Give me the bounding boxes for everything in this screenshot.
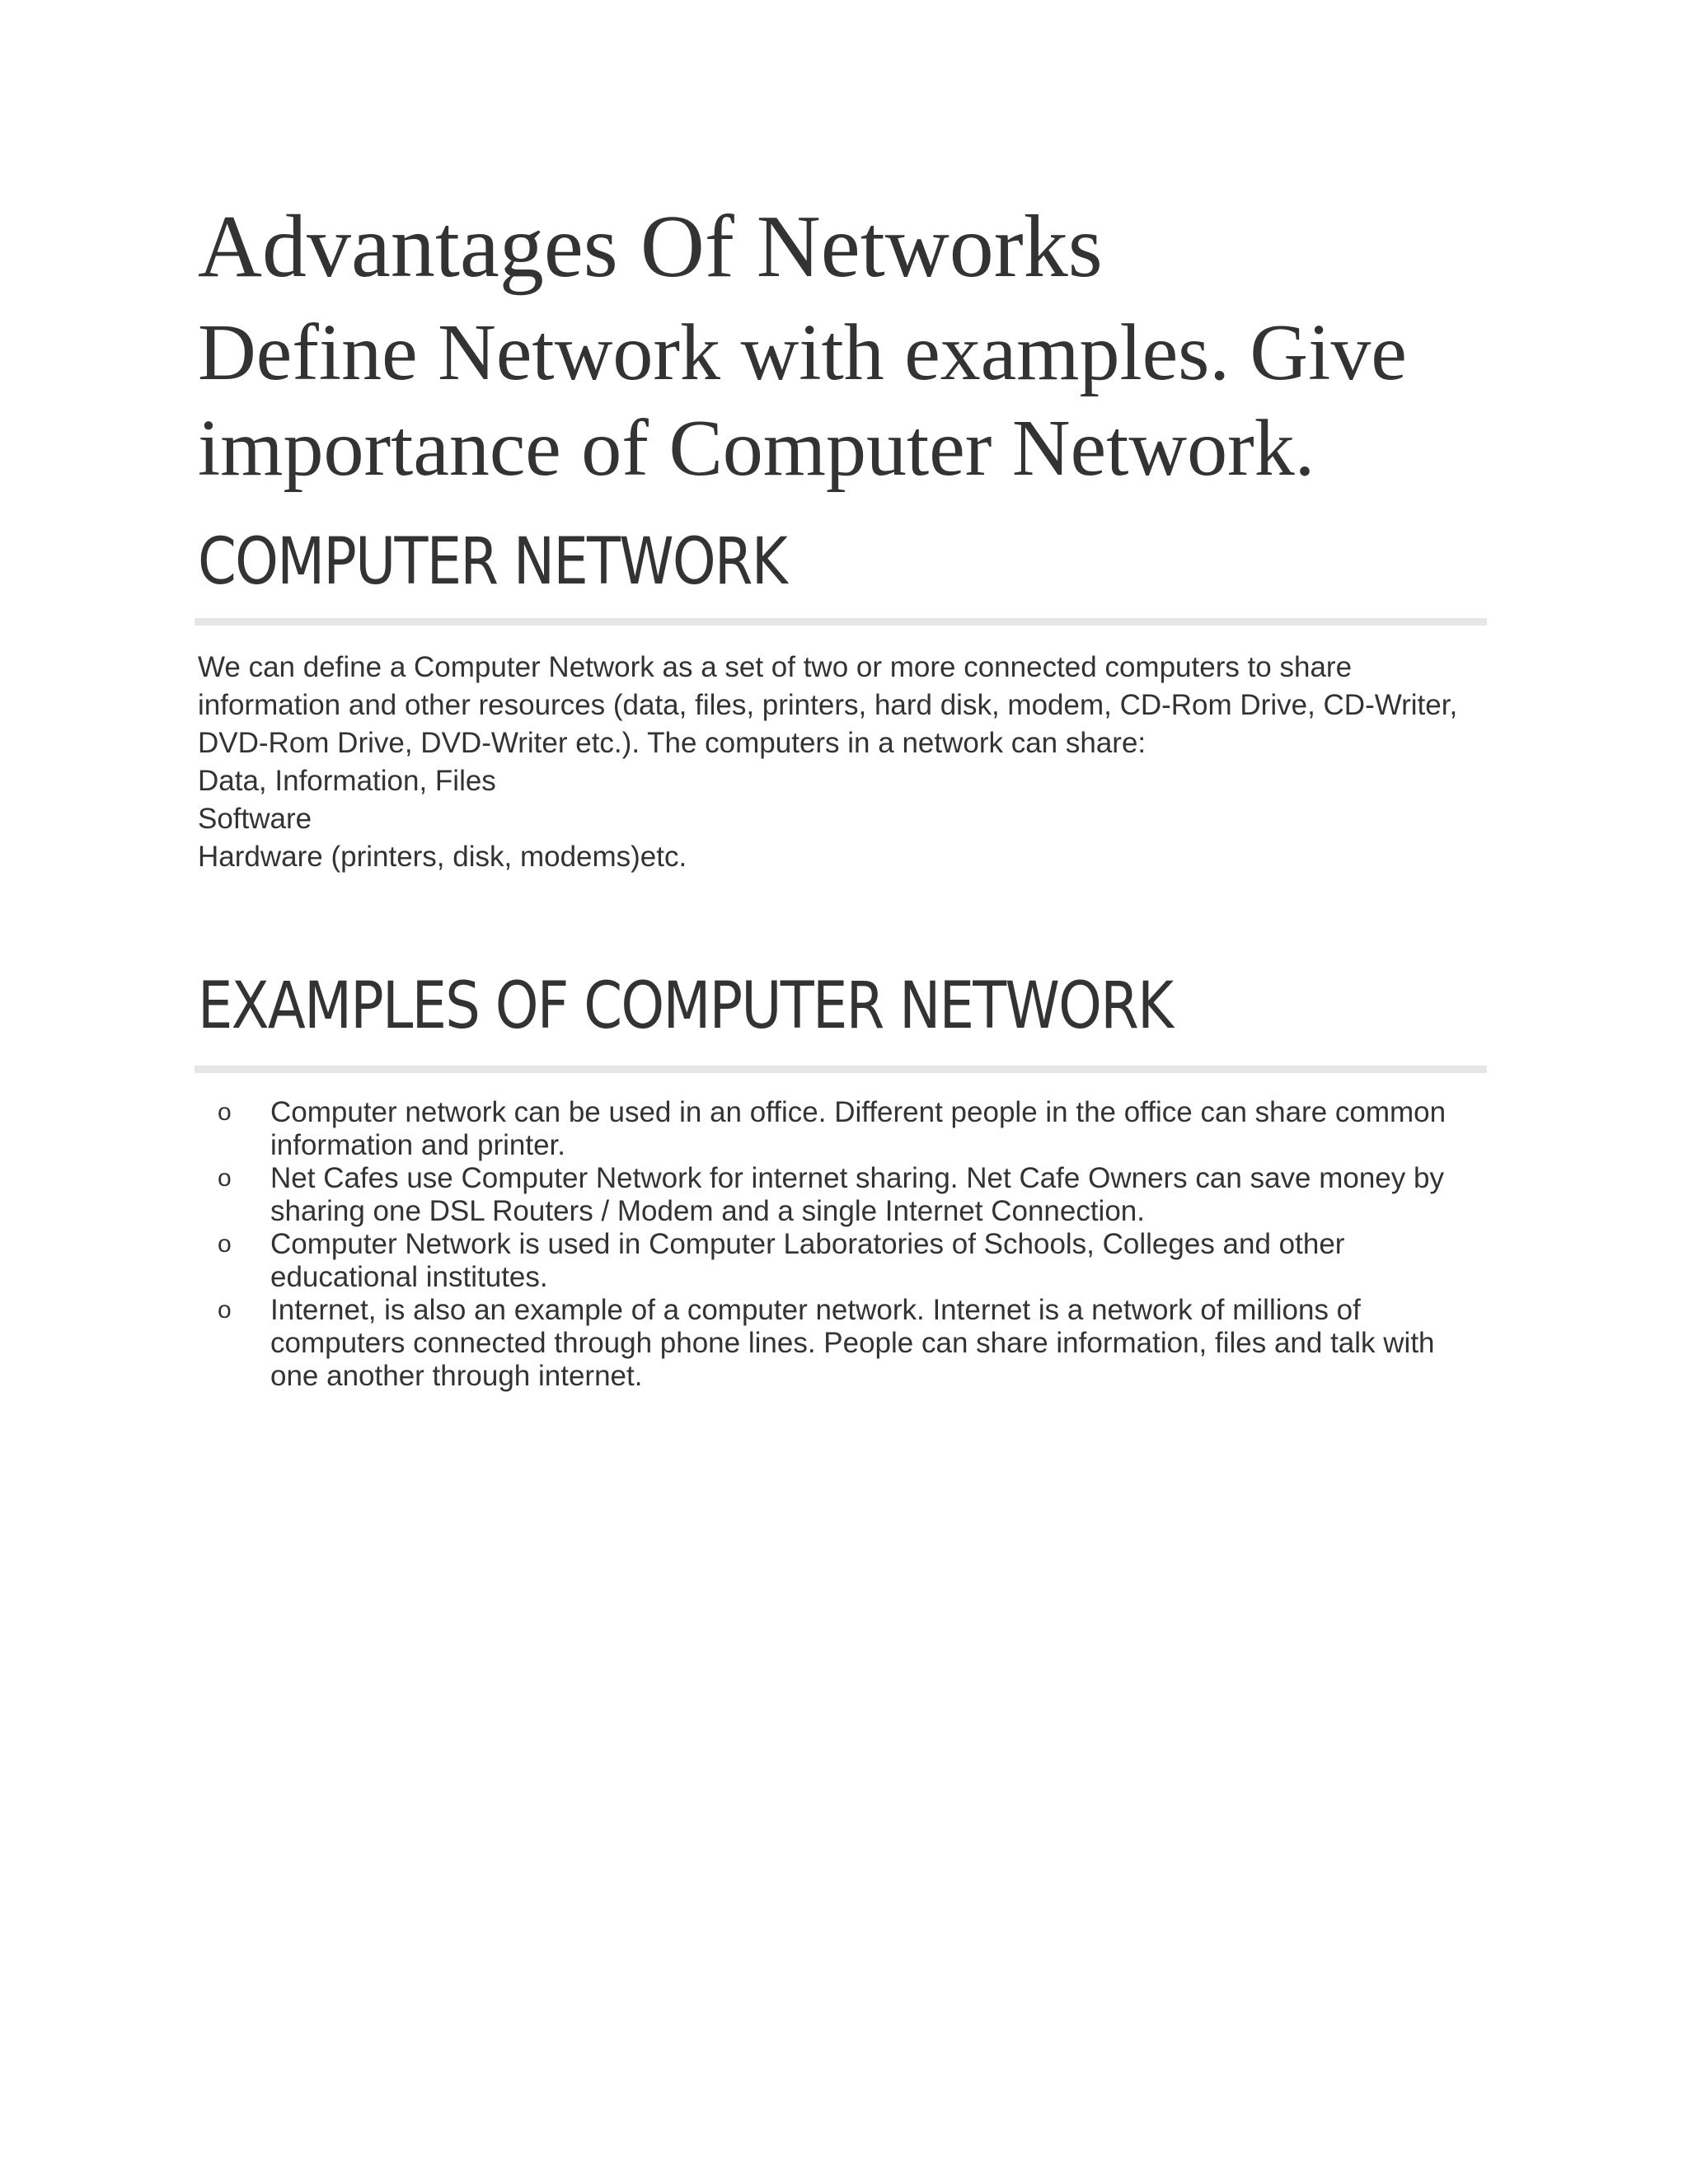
list-item-text: Net Cafes use Computer Network for internet sharing. Net Cafe Owners can save money by sharing one DSL Routers / Modem and a single Internet Connection.: [270, 1162, 1444, 1227]
share-item: Hardware (printers, disk, modems)etc.: [198, 841, 687, 873]
document-content: [198, 196, 1484, 1393]
list-item: [198, 1096, 1484, 1162]
list-item-text: Internet, is also an example of a computer network. Internet is a network of millions of computers connected through phone lines. People can share information, files and talk with one another through internet.: [270, 1294, 1435, 1392]
section-heading: EXAMPLES OF COMPUTER NETWORK: [198, 969, 1173, 1043]
definition-paragraph: We can define a Computer Network as a set of two or more connected computers to share information and other resources (data, files, printers, hard disk, modem, CD-Rom Drive, CD-Writer, DVD-Rom Drive, DVD-Writer etc.). The computers in a network can share:: [198, 651, 1458, 759]
examples-list: [198, 1096, 1484, 1393]
list-item: [198, 1294, 1484, 1393]
bullet-marker: o: [218, 1099, 232, 1126]
list-item: [198, 1228, 1484, 1294]
bullet-marker: o: [218, 1165, 232, 1192]
section-body: [198, 649, 1484, 876]
list-item-text: Computer Network is used in Computer Laboratories of Schools, Colleges and other educational institutes.: [270, 1228, 1345, 1293]
bullet-marker: o: [218, 1230, 232, 1258]
share-item: Software: [198, 803, 312, 835]
section-computer-network: [198, 521, 1484, 876]
share-item: Data, Information, Files: [198, 765, 496, 797]
list-item: [198, 1162, 1484, 1228]
section-heading: COMPUTER NETWORK: [198, 525, 787, 599]
page-title: Advantages Of Networks: [198, 198, 1103, 296]
section-divider: [195, 618, 1487, 626]
section-examples: [198, 965, 1484, 1393]
list-item-text: Computer network can be used in an office. Different people in the office can share common information and printer.: [270, 1096, 1447, 1161]
bullet-marker: o: [218, 1296, 232, 1324]
section-divider: [195, 1066, 1487, 1073]
page-subtitle: Define Network with examples. Give importance of Computer Network.: [198, 308, 1407, 493]
